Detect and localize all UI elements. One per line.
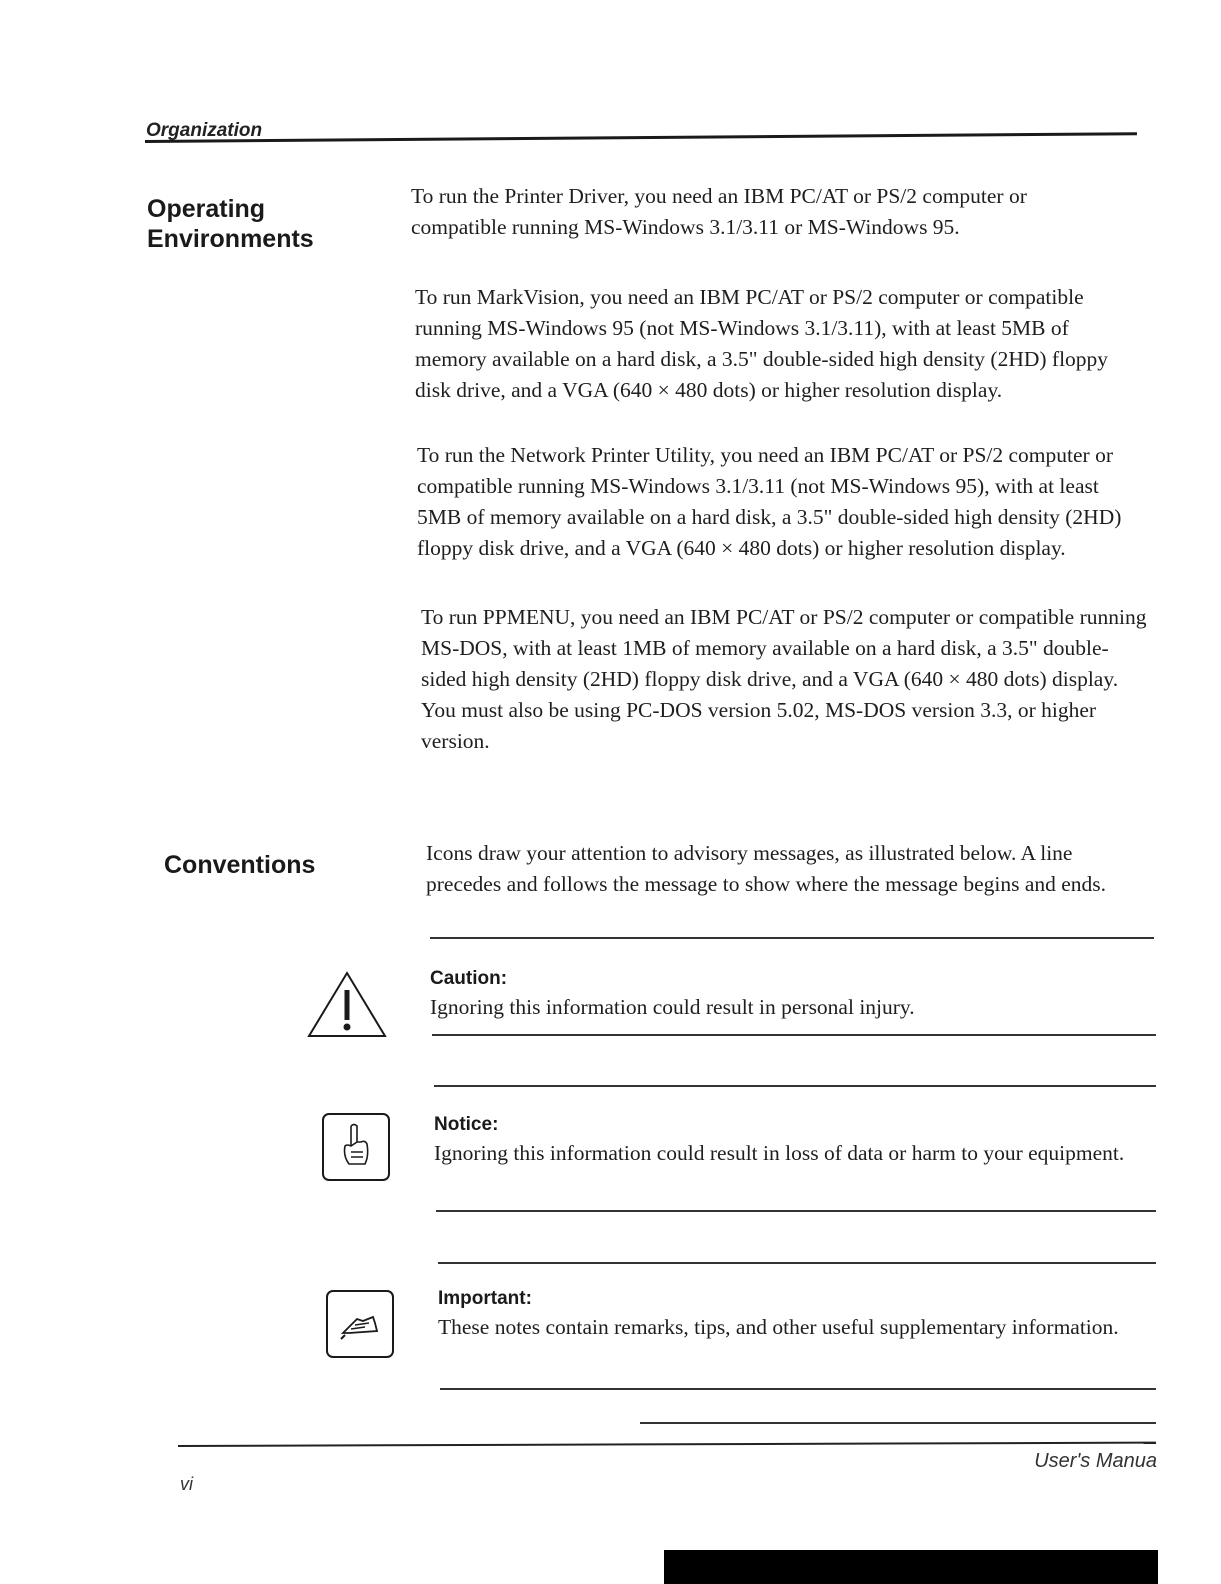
page-number: vi [180, 1474, 193, 1494]
scan-edge-bar [664, 1550, 1158, 1584]
paragraph-printer-driver: To run the Printer Driver, you need an IBM PC/AT or PS/2 computer or compatible running MS-Windows 3.1/3.11 or MS-Windows 95. [411, 184, 1027, 239]
notice-text: Ignoring this information could result in loss of data or harm to your equipment. [434, 1141, 1125, 1165]
notice-bottom-rule [436, 1210, 1156, 1212]
caution-title: Caution: [430, 968, 508, 989]
caution-triangle-icon [306, 970, 388, 1045]
important-bottom-rule [440, 1388, 1156, 1390]
notice-top-rule [434, 1085, 1156, 1087]
notice-title: Notice: [434, 1114, 499, 1135]
heading-line-2: Environments [147, 225, 314, 253]
header-rule [145, 132, 1137, 143]
footer-upper-rule [640, 1422, 1156, 1424]
paragraph-markvision: To run MarkVision, you need an IBM PC/AT or PS/2 computer or compatible running MS-Windows 95 (not MS-Windows 3.1/3.11), with at least 5MB of memory available on a hard disk, a 3.5" double-sided high density (2HD) floppy disk drive, and a VGA (640 × 480 dots) or higher resolution display. [415, 285, 1109, 402]
writing-hand-icon [325, 1289, 395, 1364]
operating-environments-heading [147, 194, 314, 254]
caution-top-rule [430, 937, 1154, 939]
paragraph-network-printer-utility: To run the Network Printer Utility, you need an IBM PC/AT or PS/2 computer or compatible running MS-Windows 3.1/3.11 (not MS-Windows 95), with at least 5MB of memory available on a hard disk, a 3.5" double-sided high density (2HD) floppy disk drive, and a VGA (640 × 480 dots) or higher resolution display. [417, 443, 1122, 560]
paragraph-ppmenu: To run PPMENU, you need an IBM PC/AT or PS/2 computer or compatible running MS-DOS, with at least 1MB of memory available on a hard disk, a 3.5" double-sided high density (2HD) floppy disk drive, and a VGA (640 × 480 dots) display. You must also be using PC-DOS version 5.02, MS-DOS version 3.3, or higher version. [421, 605, 1147, 753]
caution-bottom-rule [432, 1034, 1156, 1036]
conventions-intro: Icons draw your attention to advisory messages, as illustrated below. A line precedes and follows the message to show where the message begins and ends. [426, 841, 1107, 896]
header-label: Organization [146, 120, 263, 141]
footer-rule [178, 1442, 1156, 1447]
important-text: These notes contain remarks, tips, and other useful supplementary information. [438, 1315, 1119, 1339]
caution-text: Ignoring this information could result in personal injury. [430, 995, 915, 1019]
pointing-hand-icon [321, 1112, 391, 1187]
heading-line-1: Operating [147, 195, 266, 223]
important-top-rule [438, 1262, 1156, 1264]
important-title: Important: [438, 1288, 532, 1309]
conventions-heading: Conventions [164, 851, 316, 879]
footer-manual-title: User's Manua [1034, 1450, 1157, 1472]
